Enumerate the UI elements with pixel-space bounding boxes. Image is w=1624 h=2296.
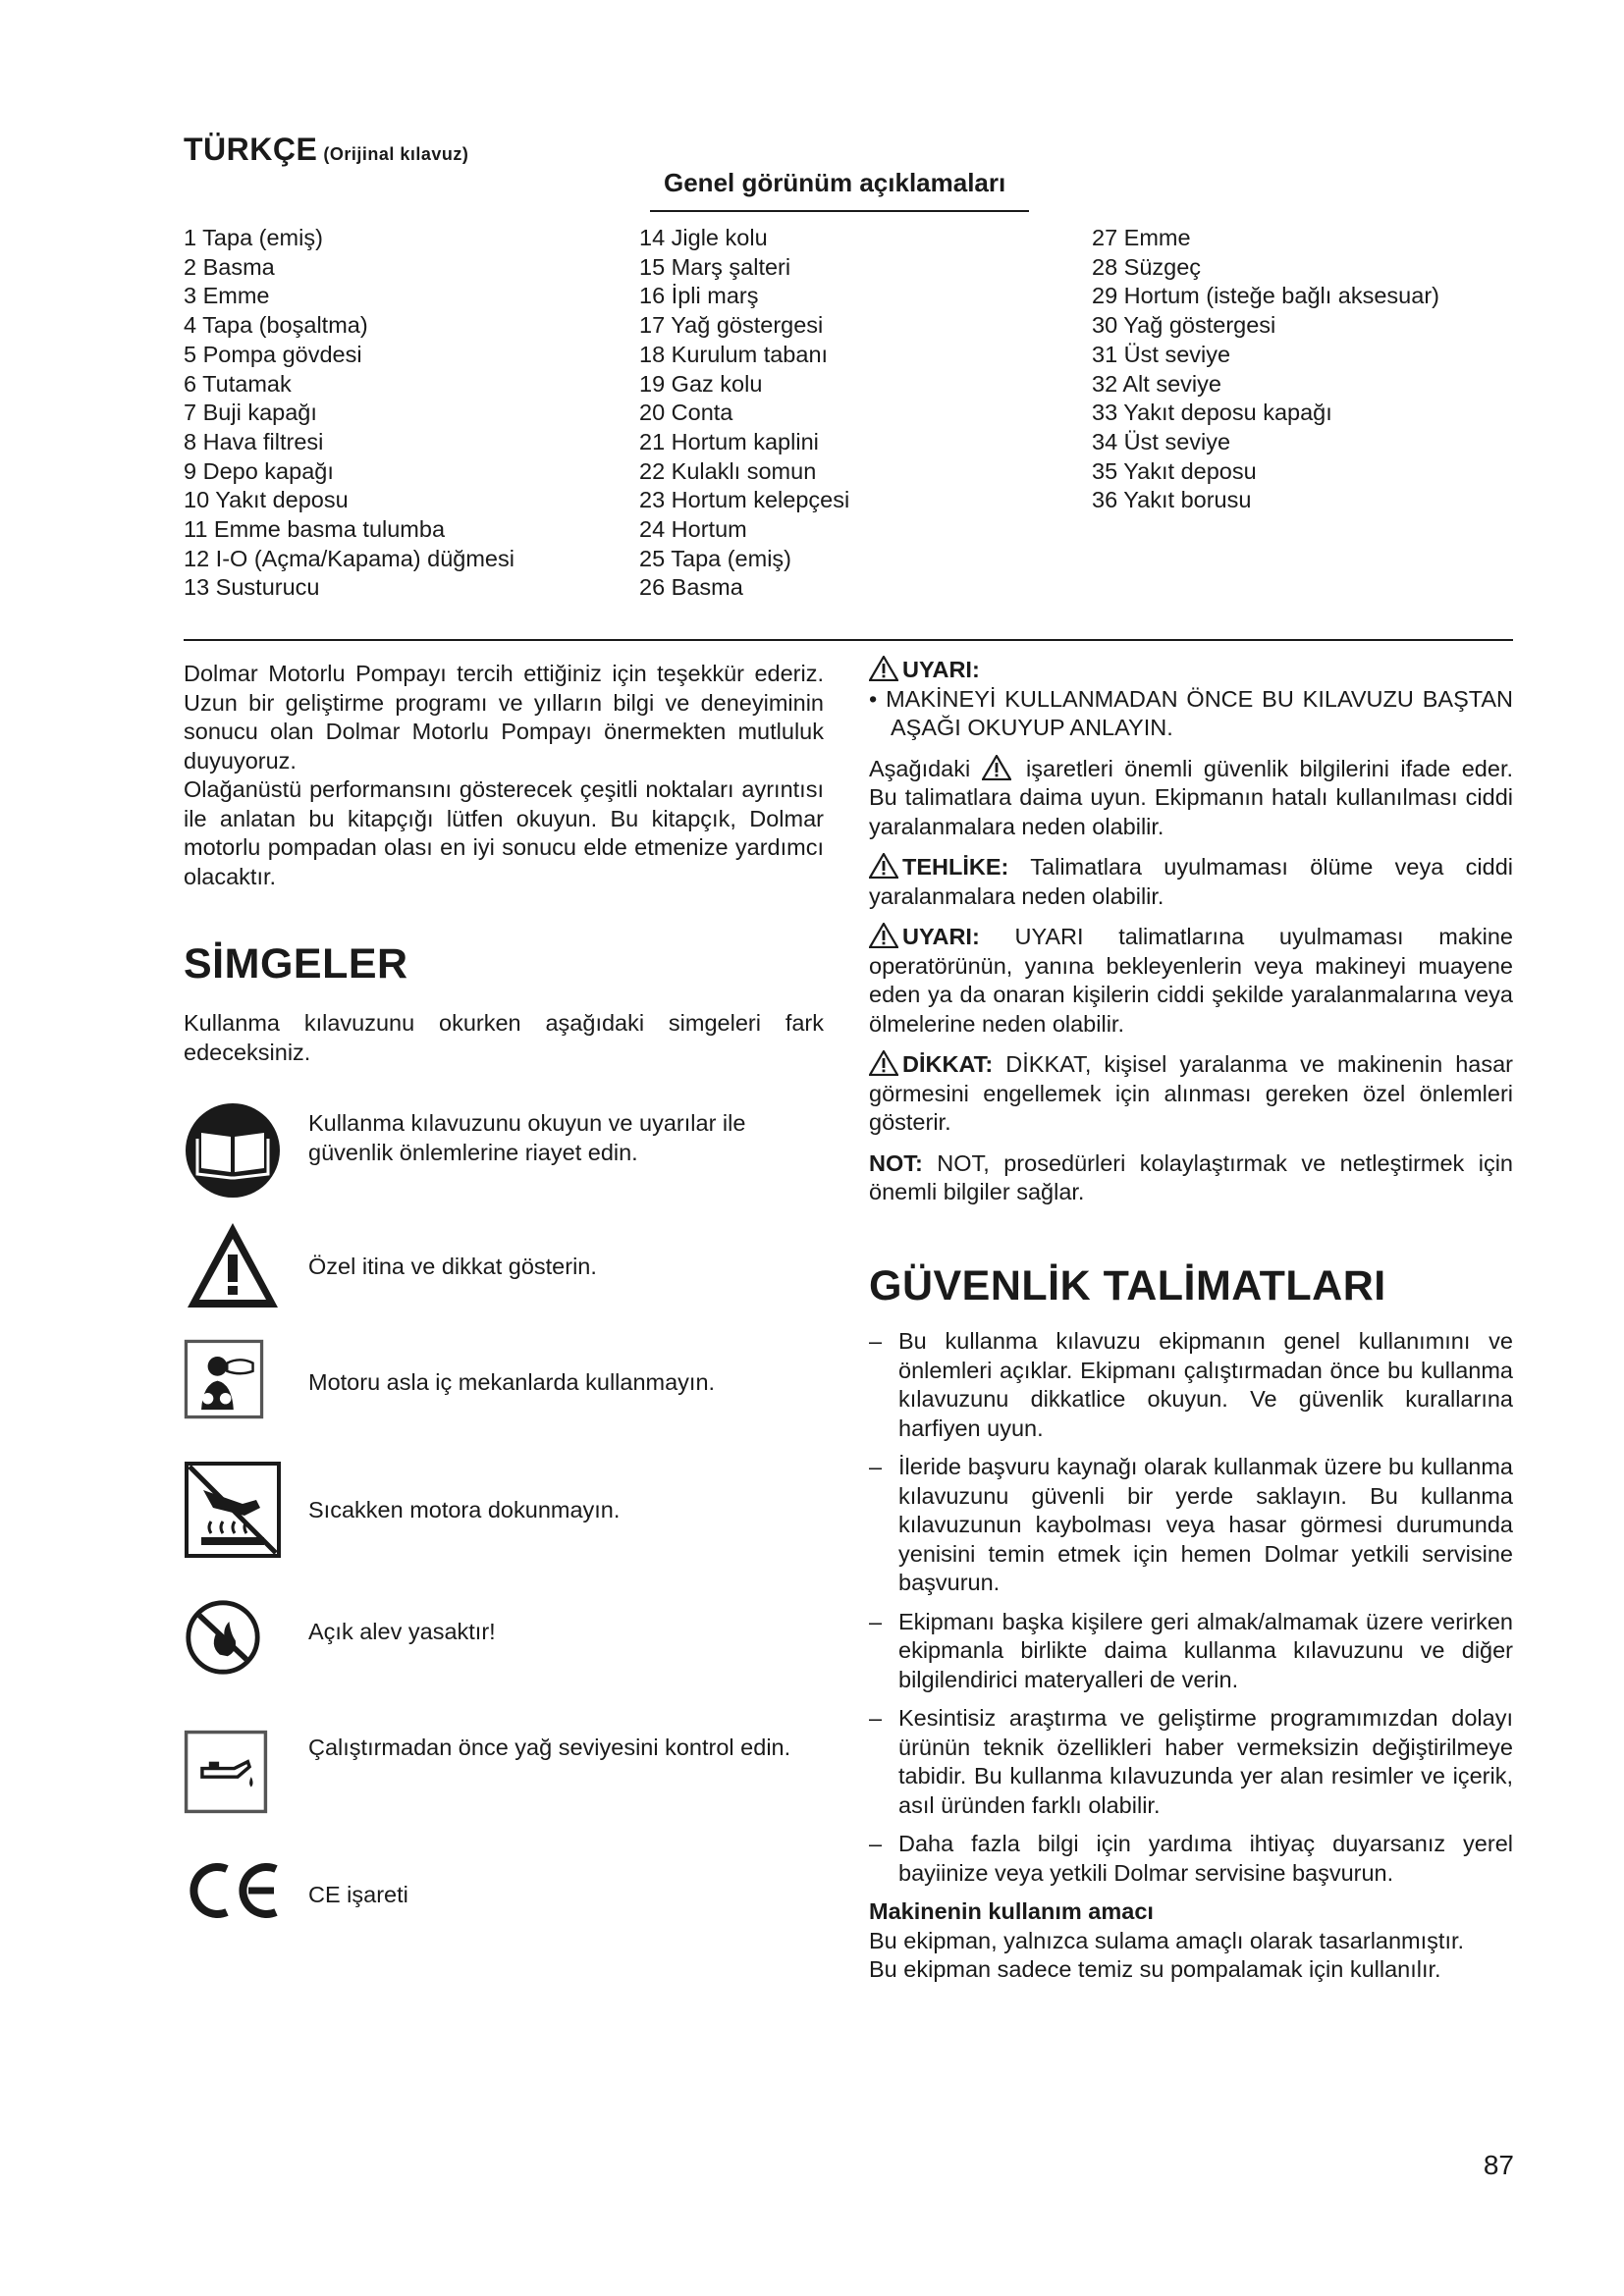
- part-item: 24 Hortum: [639, 516, 747, 543]
- part-item: 34 Üst seviye: [1092, 428, 1231, 454]
- part-item: 8 Hava filtresi: [184, 428, 324, 454]
- symbol-text: Açık alev yasaktır!: [308, 1619, 496, 1644]
- warning-triangle-icon: [982, 755, 1011, 780]
- part-item: 26 Basma: [639, 574, 743, 601]
- symbols-heading: SİMGELER: [184, 940, 408, 988]
- safety-item: – Bu kullanma kılavuzu ekipmanın genel kullanımını ve önlemleri açıklar. Ekipmanı çalıştırmadan önce bu kullanma kılavuzunu dikkatlice okuyun. Ve güvenlik kurallarına harfiyen uyun.: [869, 1327, 1513, 1443]
- language-title: [184, 132, 468, 168]
- part-item: 21 Hortum kaplini: [639, 428, 819, 454]
- oil-check-icon: [184, 1728, 268, 1816]
- read-manual-icon: [184, 1101, 282, 1200]
- ce-mark-icon: [184, 1861, 282, 1920]
- part-item: 1 Tapa (emiş): [184, 225, 323, 250]
- part-item: 2 Basma: [184, 253, 275, 280]
- tehlike-label: TEHLİKE:: [902, 854, 1009, 880]
- part-item: 10 Yakıt deposu: [184, 487, 349, 513]
- part-item: 31 Üst seviye: [1092, 341, 1231, 367]
- symbol-text: Özel itina ve dikkat gösterin.: [308, 1254, 597, 1279]
- symbol-row: [184, 1335, 822, 1433]
- safety-item: – İleride başvuru kaynağı olarak kullanmak üzere bu kullanma kılavuzunu güvenli bir yerde saklayın. Bu kullanma kılavuzunun kaybolması veya hasar görmesi durumunda yenisini temin etmek için hemen Dolmar yetkili servisine başvurun.: [869, 1453, 1513, 1598]
- parts-column-2: [639, 224, 1061, 603]
- not-label: NOT:: [869, 1149, 923, 1176]
- section-divider: [184, 639, 1513, 641]
- warning-triangle-icon: [869, 656, 898, 681]
- part-item: 9 Depo kapağı: [184, 457, 334, 484]
- purpose-title: Makinenin kullanım amacı: [869, 1898, 1154, 1924]
- signs-post: işaretleri önemli güvenlik bilgilerini ifade eder. Bu talimatlara daima uyun. Ekipmanın hatalı kullanılması ciddi yaralanmalara neden olabilir.: [869, 755, 1514, 839]
- signs-paragraph: [869, 755, 1513, 842]
- part-item: 16 İpli marş: [639, 283, 759, 309]
- intro-section: [184, 660, 824, 891]
- part-item: 23 Hortum kelepçesi: [639, 487, 850, 513]
- safety-item: – Daha fazla bilgi için yardıma ihtiyaç duyarsanız yerel bayiinize veya yetkili Dolmar servisine başvurun.: [869, 1830, 1513, 1888]
- part-item: 12 I-O (Açma/Kapama) düğmesi: [184, 545, 514, 571]
- symbol-text: CE işareti: [308, 1882, 408, 1907]
- dikkat-paragraph: [869, 1050, 1513, 1138]
- purpose-paragraph-2: Bu ekipman sadece temiz su pompalamak için kullanılır.: [869, 1956, 1441, 1982]
- uyari-label: UYARI:: [902, 657, 980, 682]
- safety-item: – Kesintisiz araştırma ve geliştirme programımızdan dolayı ürünün teknik özellikleri haber vermeksizin değiştirilmeye tabidir. Bu kullanma kılavuzunda yer alan resimler ve içerik, asıl üründen farklı olabilir.: [869, 1704, 1513, 1820]
- symbol-text: Çalıştırmadan önce yağ seviyesini kontrol edin.: [308, 1735, 791, 1760]
- signs-pre: Aşağıdaki: [869, 755, 971, 781]
- safety-item: – Ekipmanı başka kişilere geri almak/almamak üzere verirken ekipmanla birlikte daima kullanma kılavuzunu ve diğer bilgilendirici materyalleri de verin.: [869, 1608, 1513, 1695]
- part-item: 35 Yakıt deposu: [1092, 457, 1257, 484]
- warning-triangle-icon: [869, 923, 898, 948]
- parts-column-3: [1092, 224, 1534, 515]
- symbol-row: [184, 1728, 822, 1826]
- part-item: 14 Jigle kolu: [639, 225, 768, 250]
- part-item: 28 Süzgeç: [1092, 253, 1202, 280]
- part-item: 33 Yakıt deposu kapağı: [1092, 400, 1332, 426]
- not-text: NOT, prosedürleri kolaylaştırmak ve netleştirmek için önemli bilgiler sağlar.: [869, 1149, 1513, 1204]
- safety-heading: GÜVENLİK TALİMATLARI: [869, 1262, 1386, 1309]
- warning-triangle-icon: [869, 853, 898, 879]
- part-item: 19 Gaz kolu: [639, 370, 763, 397]
- part-item: 30 Yağ göstergesi: [1092, 312, 1276, 339]
- tehlike-paragraph: [869, 853, 1513, 911]
- parts-column-1: [184, 224, 616, 603]
- part-item: 7 Buji kapağı: [184, 400, 317, 426]
- uyari2-paragraph: [869, 923, 1513, 1039]
- uyari2-label: UYARI:: [902, 924, 980, 949]
- uyari-heading: [869, 656, 1513, 685]
- symbol-row: [184, 1461, 822, 1559]
- part-item: 36 Yakıt borusu: [1092, 487, 1252, 513]
- part-item: 15 Marş şalteri: [639, 253, 791, 280]
- symbols-intro-text: Kullanma kılavuzunu okurken aşağıdaki simgeleri fark edeceksiniz.: [184, 1010, 824, 1065]
- symbol-row: [184, 1861, 822, 1930]
- page-number: 87: [1483, 2150, 1514, 2180]
- part-item: 17 Yağ göstergesi: [639, 312, 824, 339]
- language-title-text: TÜRKÇE: [184, 132, 318, 167]
- part-item: 29 Hortum (isteğe bağlı aksesuar): [1092, 283, 1439, 309]
- purpose-paragraph-1: Bu ekipman, yalnızca sulama amaçlı olarak tasarlanmıştır.: [869, 1927, 1465, 1953]
- warnings-section: [869, 656, 1513, 1207]
- part-item: 27 Emme: [1092, 225, 1191, 250]
- symbol-text: Motoru asla iç mekanlarda kullanmayın.: [308, 1369, 716, 1395]
- safety-section: [869, 1327, 1513, 1985]
- hot-surface-icon: [184, 1461, 282, 1559]
- symbol-text: Sıcakken motora dokunmayın.: [308, 1497, 621, 1522]
- not-paragraph: [869, 1149, 1513, 1207]
- dikkat-label: DİKKAT:: [902, 1051, 994, 1077]
- warning-triangle-icon: [869, 1050, 898, 1076]
- part-item: 25 Tapa (emiş): [639, 545, 791, 571]
- part-item: 13 Susturucu: [184, 574, 320, 601]
- part-item: 6 Tutamak: [184, 370, 292, 397]
- dikkat-text: DİKKAT, kişisel yaralanma ve makinenin hasar görmesini engellemek için alınması gereken özel önlemleri gösterir.: [869, 1051, 1513, 1135]
- symbol-row: [184, 1217, 822, 1315]
- part-item: 5 Pompa gövdesi: [184, 341, 362, 367]
- symbols-intro: [184, 1009, 824, 1067]
- no-indoor-use-icon: [184, 1335, 264, 1423]
- part-item: 20 Conta: [639, 400, 733, 426]
- overview-rule: [650, 210, 1029, 212]
- tehlike-text: Talimatlara uyulmaması ölüme veya ciddi yaralanmalara neden olabilir.: [869, 854, 1513, 909]
- part-item: 32 Alt seviye: [1092, 370, 1221, 397]
- safety-list: [869, 1327, 1513, 1888]
- no-open-flame-icon: [184, 1598, 262, 1677]
- symbol-row: [184, 1598, 822, 1686]
- symbol-text: Kullanma kılavuzunu okuyun ve uyarılar ile güvenlik önlemlerine riayet edin.: [308, 1110, 746, 1165]
- part-item: 11 Emme basma tulumba: [184, 516, 446, 543]
- intro-paragraph-1: Dolmar Motorlu Pompayı tercih ettiğiniz için teşekkür ederiz. Uzun bir geliştirme programı ve yılların bilgi ve deneyiminin sonucu olan Dolmar Motorlu Pompayı önermekten mutluluk duyuyoruz.: [184, 661, 824, 774]
- part-item: 4 Tapa (boşaltma): [184, 312, 368, 339]
- symbol-row: [184, 1101, 822, 1200]
- part-item: 18 Kurulum tabanı: [639, 341, 829, 367]
- part-item: 22 Kulaklı somun: [639, 457, 817, 484]
- language-subtitle: (Orijinal kılavuz): [323, 144, 469, 164]
- part-item: 3 Emme: [184, 283, 270, 309]
- intro-paragraph-2: Olağanüstü performansını gösterecek çeşitli noktaları ayrıntısı ile anlatan bu kitapçığı lütfen okuyun. Bu kitapçık, Dolmar motorlu pompadan olası en iyi sonucu elde etmenize yardımcı olacaktır.: [184, 776, 824, 889]
- uyari2-text: UYARI talimatlarına uyulmaması makine operatörünün, yanına bekleyenlerin veya makineyi muayene eden ya da onaran kişilerin ciddi şekilde yaralanmalarına veya ölmelerine neden olabilir.: [869, 924, 1513, 1037]
- warning-triangle-icon: [184, 1217, 282, 1315]
- overview-title: Genel görünüm açıklamaları: [664, 168, 1006, 197]
- uyari-bullet: • MAKİNEYİ KULLANMADAN ÖNCE BU KILAVUZU BAŞTAN AŞAĞI OKUYUP ANLAYIN.: [869, 685, 1513, 740]
